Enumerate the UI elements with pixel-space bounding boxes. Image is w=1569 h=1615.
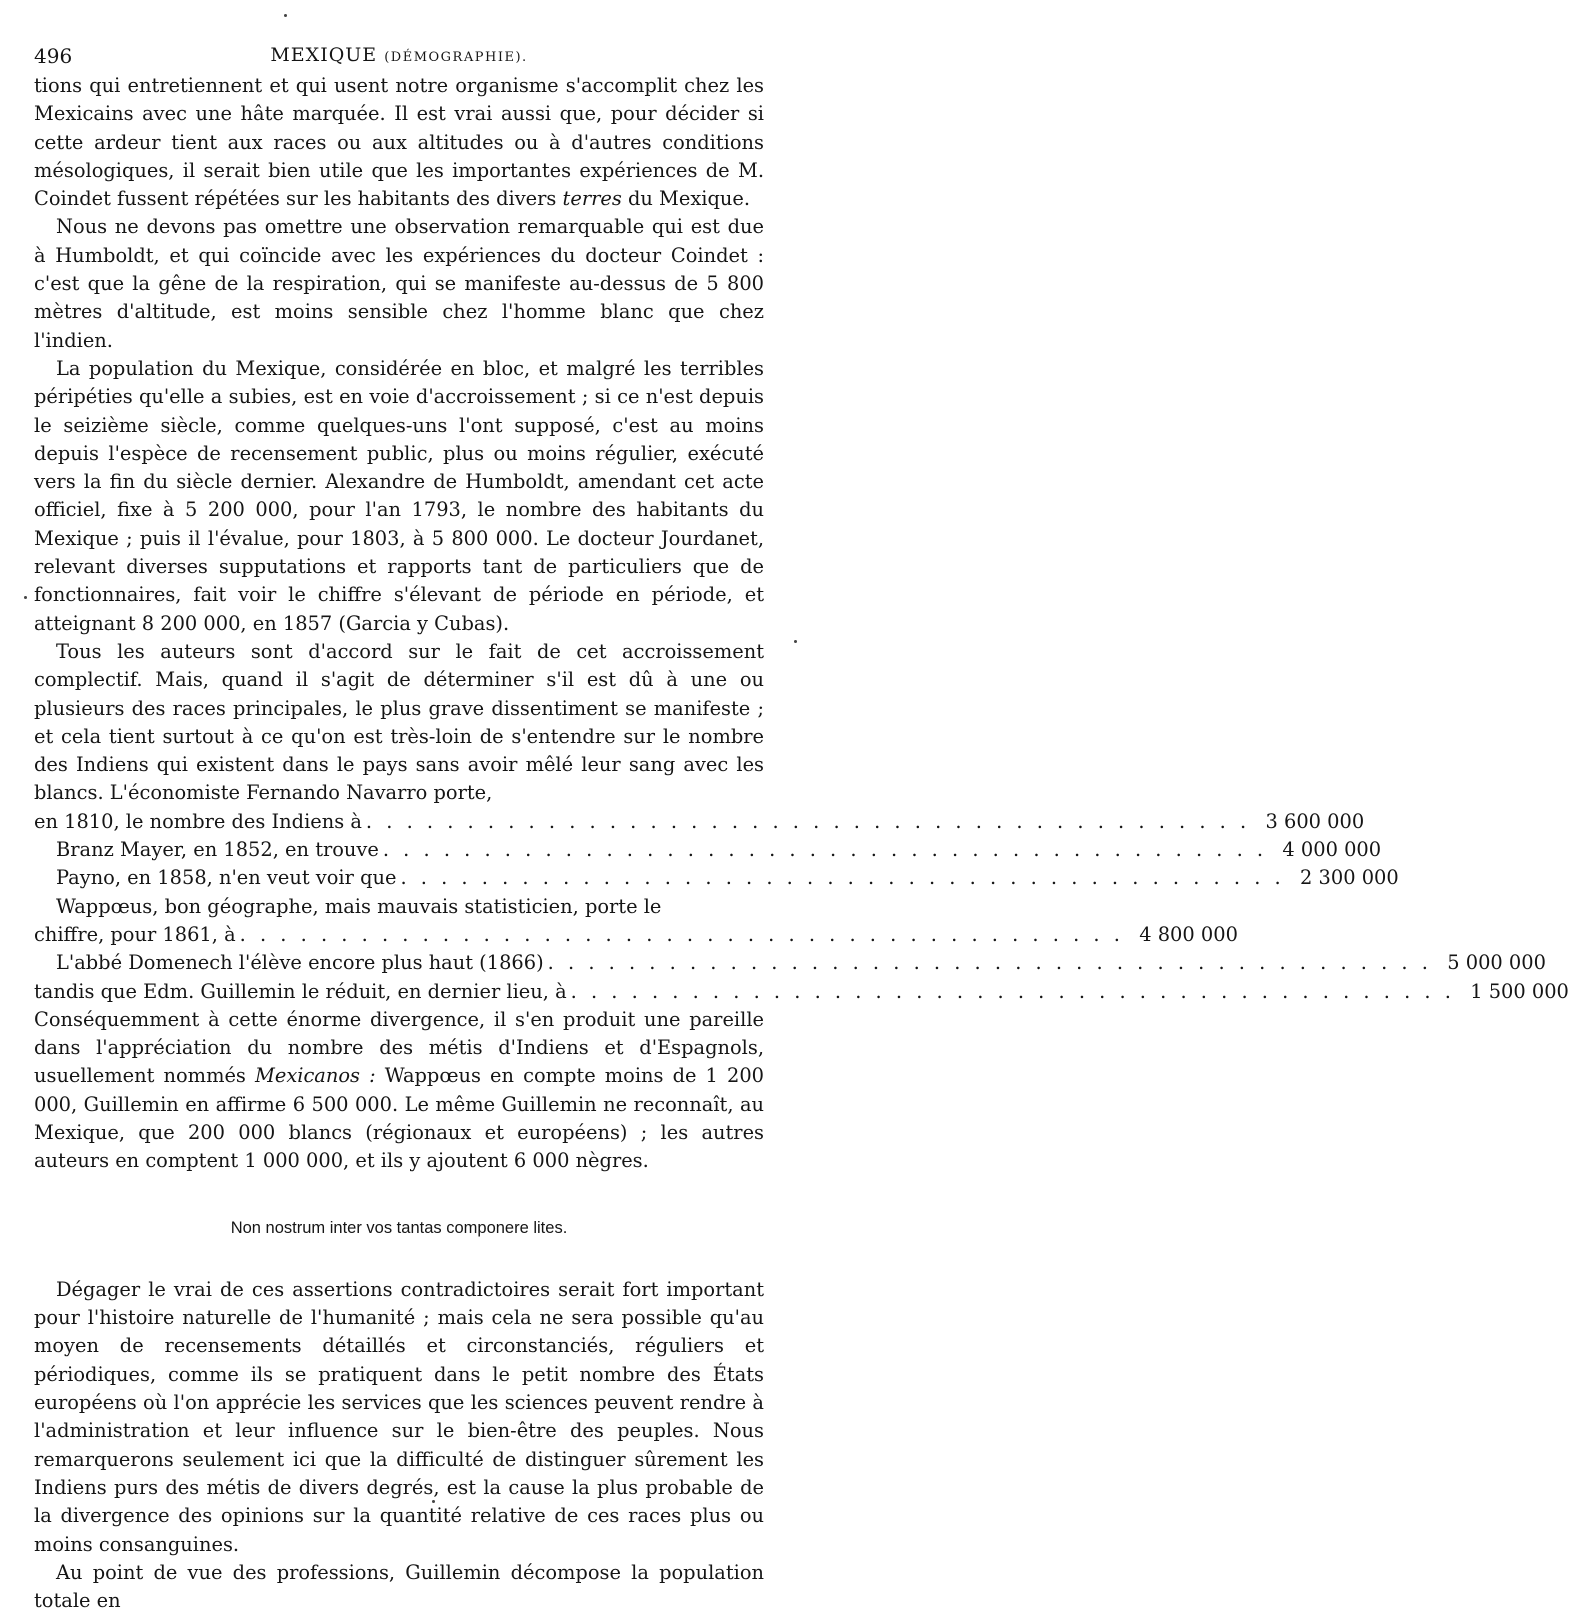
ledger-row [34, 836, 1382, 864]
ledger-row [34, 808, 1365, 836]
paragraph-text: Wappœus en compte moins de 1 200 000, Guillemin en affirme 6 500 000. Le même Guillemin ne reconnaît, au Mexique, que 200 000 blancs (régionaux et européens) ; les autres auteurs en comptent 1 000 000, et ils y ajoutent 6 000 nègres. [34, 1064, 764, 1173]
scan-speck [432, 1500, 435, 1503]
scan-speck [284, 14, 287, 17]
paragraph-text: Conséquemment à cette énorme divergence, il s'en produit une pareille dans l'appréciation du nombre des métis d'Indiens et d'Espagnols, usuellement nommés [34, 1007, 764, 1088]
paragraph: Dégager le vrai de ces assertions contradictoires serait fort important pour l'histoire naturelle de l'humanité ; mais cela ne sera possible qu'au moyen de recensements détaillés et circonstanciés, réguliers et périodiques, comme ils se pratiquent dans le petit nombre des États européens où l'on apprécie les services que les sciences peuvent rendre à l'administration et leur influence sur le bien-être des peuples. Nous remarquerons seulement ici que la difficulté de distinguer sûrement les Indiens purs des métis de divers degrés, est la cause la plus probable de la divergence des opinions sur la quantité relative de ces races plus ou moins consanguines. [34, 1277, 764, 1556]
paragraph: La population du Mexique, considérée en bloc, et malgré les terribles péripéties qu'elle a subies, est en voie d'accroissement ; si ce n'est depuis le seizième siècle, comme quelques-uns l'ont supposé, c'est au moins depuis l'espèce de recensement public, plus ou moins régulier, exécuté vers la fin du siècle dernier. Alexandre de Humboldt, amendant cet acte officiel, fixe à 5 200 000, pour l'an 1793, le nombre des habitants du Mexique ; puis il l'évalue, pour 1803, à 5 800 000. Le docteur Jourdanet, relevant diverses supputations et rapports tant de particuliers que de fonctionnaires, fait voir le chiffre s'élevant de période en période, et atteignant 8 200 000, en 1857 (Garcia y Cubas). [34, 356, 764, 635]
leader-dots: . . . . . . . . . . . . . . . . . . . . . . . . . . . . . . . . . . . . . . . . . . . . [547, 951, 1432, 975]
scan-speck [794, 640, 797, 643]
paragraph-text: tions qui entretiennent et qui usent notre organisme s'accomplit chez les Mexicains avec une hâte marquée. Il est vrai aussi que, pour décider si cette ardeur tient aux races ou aux altitudes ou à d'autres conditions mésologiques, il serait bien utile que les importantes expériences de M. Coindet fussent répétées sur les habitants des divers [34, 74, 764, 211]
ledger-label: L'abbé Domenech l'élève encore plus haut (1866) [56, 951, 544, 975]
ledger-row [34, 978, 1569, 1006]
scan-speck [24, 596, 27, 599]
paragraph-italic: Mexicanos : [254, 1064, 376, 1088]
leader-dots: . . . . . . . . . . . . . . . . . . . . . . . . . . . . . . . . . . . . . . . . . . . . [400, 866, 1285, 890]
page-number: 496 [34, 44, 73, 68]
paragraph: Nous ne devons pas omettre une observation remarquable qui est due à Humboldt, et qui coïncide avec les expériences du docteur Coindet : c'est que la gêne de la respiration, qui se manifeste au-dessus de 5 800 mètres d'altitude, est moins sensible chez l'homme blanc que chez l'indien. [34, 215, 764, 352]
paragraph: Tous les auteurs sont d'accord sur le fait de cet accroissement complectif. Mais, quand il s'agit de déterminer s'il est dû à une ou plusieurs des races principales, le plus grave dissentiment se manifeste ; et cela tient surtout à ce qu'on est très-loin de s'entendre sur le nombre des Indiens qui existent dans le pays sans avoir mêlé leur sang avec les blancs. L'économiste Fernando Navarro porte, [34, 639, 764, 805]
ledger-row [34, 949, 1546, 977]
population-ledger [34, 808, 1569, 1006]
body-text [34, 72, 1569, 1615]
leader-dots: . . . . . . . . . . . . . . . . . . . . . . . . . . . . . . . . . . . . . . . . . . . . [365, 809, 1251, 833]
running-head-subtitle: (DÉMOGRAPHIE). [384, 50, 528, 65]
ledger-value: 1 500 000 [1470, 979, 1569, 1003]
ledger-label: tandis que Edm. Guillemin le réduit, en dernier lieu, à [34, 979, 567, 1003]
ledger-value: 2 300 000 [1300, 866, 1399, 890]
leader-dots: . . . . . . . . . . . . . . . . . . . . . . . . . . . . . . . . . . . . . . . . . . . . [239, 922, 1124, 946]
ledger-label: Payno, en 1858, n'en veut voir que [56, 866, 397, 890]
paragraph: Au point de vue des professions, Guillemin décompose la population totale en [34, 1560, 764, 1613]
ledger-value: 5 000 000 [1447, 951, 1546, 975]
ledger-value: 3 600 000 [1265, 809, 1365, 833]
running-head-title: MEXIQUE [270, 44, 378, 66]
latin-quote: Non nostrum inter vos tantas componere lites. [230, 1218, 568, 1237]
paragraph [34, 72, 764, 213]
ledger-label: chiffre, pour 1861, à [34, 922, 236, 946]
ledger-value: 4 000 000 [1282, 838, 1382, 862]
paragraph [34, 1006, 764, 1176]
page-header [34, 38, 764, 72]
paragraph-text: du Mexique. [627, 187, 751, 211]
ledger-row [34, 864, 1399, 892]
leader-dots: . . . . . . . . . . . . . . . . . . . . . . . . . . . . . . . . . . . . . . . . . . . . [382, 838, 1268, 862]
running-head [34, 44, 764, 66]
ledger-value: 4 800 000 [1139, 922, 1238, 946]
ledger-label: en 1810, le nombre des Indiens à [34, 809, 362, 833]
ledger-intro: Wappœus, bon géographe, mais mauvais statisticien, porte le [56, 894, 662, 918]
ledger-label: Branz Mayer, en 1852, en trouve [56, 838, 379, 862]
paragraph-italic: terres [562, 187, 622, 211]
leader-dots: . . . . . . . . . . . . . . . . . . . . . . . . . . . . . . . . . . . . . . . . . . . . [570, 979, 1455, 1003]
ledger-row [34, 921, 1238, 949]
